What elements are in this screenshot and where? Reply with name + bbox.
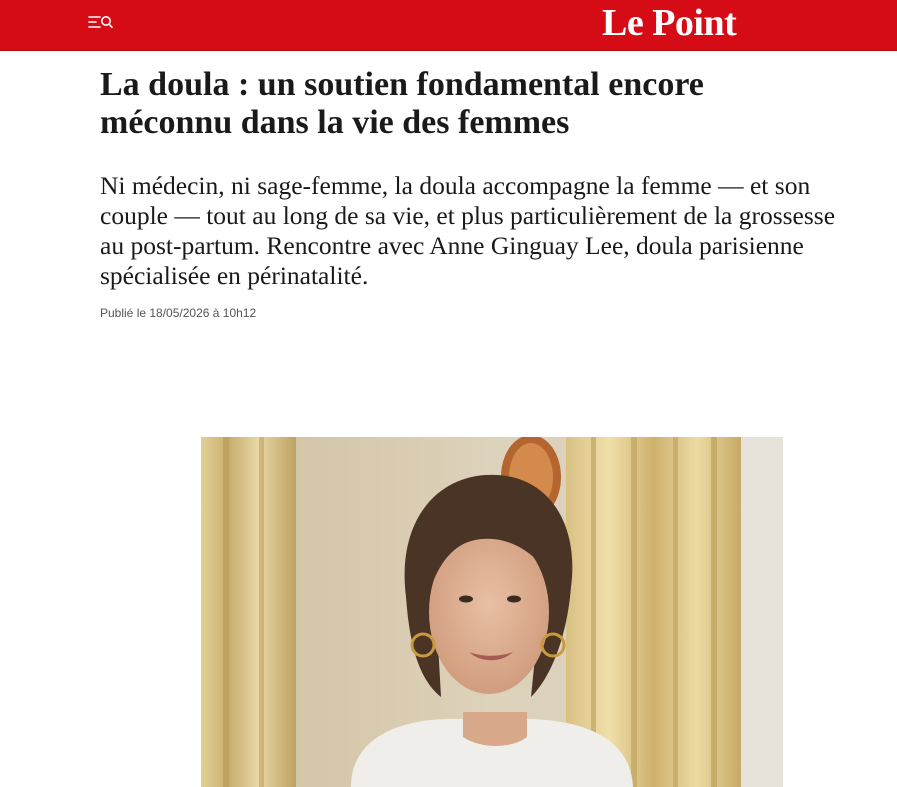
site-logo[interactable]: Le Point (602, 2, 737, 44)
article-photo (201, 437, 783, 787)
top-bar (0, 0, 897, 51)
menu-search-icon[interactable] (86, 10, 118, 34)
article-title: La doula : un soutien fondamental encore méconnu dans la vie des femmes (100, 66, 704, 141)
publish-date: Publié le 18/05/2026 à 10h12 (100, 306, 257, 320)
article-standfirst: Ni médecin, ni sage-femme, la doula accompagne la femme — et son couple — tout au long de sa vie, et plus particulièrement de la grossesse au post-partum. Rencontre avec Anne Ginguay Lee, doula parisienne spécialisée en périnatalité. (100, 171, 836, 290)
